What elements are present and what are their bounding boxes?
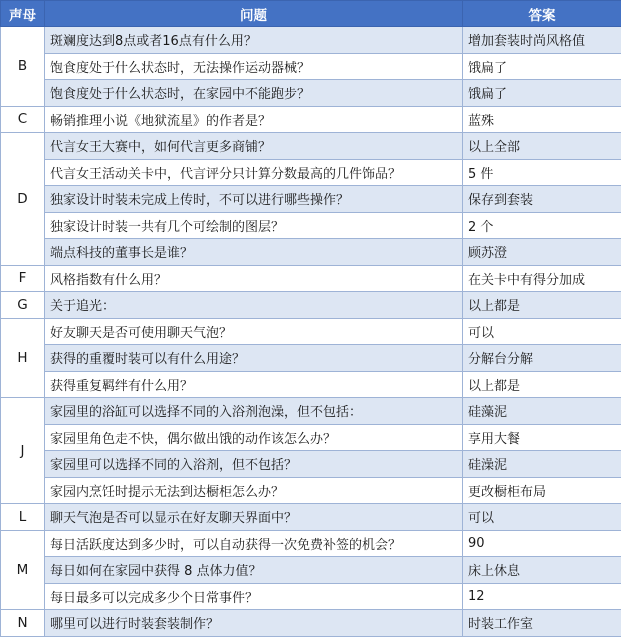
answer-cell: 以上全部 [463,133,621,160]
header-answer: 答案 [463,1,621,27]
question-cell: 获得的重覆时装可以有什么用途？ [45,345,463,372]
initial-letter-cell: L [1,504,45,531]
table-row [1,186,621,213]
answer-cell: 保存到套装 [463,186,621,213]
table-row [1,159,621,186]
answer-cell: 顾苏澄 [463,239,621,266]
question-cell: 畅销推理小说《地狱流星》的作者是？ [45,106,463,133]
question-cell: 风格指数有什么用？ [45,265,463,292]
question-cell: 独家设计时装未完成上传时，不可以进行哪些操作？ [45,186,463,213]
question-cell: 每日如何在家园中获得 8 点体力值？ [45,557,463,584]
answer-cell: 享用大餐 [463,424,621,451]
table-row [1,53,621,80]
table-row [1,451,621,478]
table-row [1,133,621,160]
initial-letter-cell: J [1,398,45,504]
header-question: 问题 [45,1,463,27]
question-cell: 聊天气泡是否可以显示在好友聊天界面中？ [45,504,463,531]
table-row [1,292,621,319]
question-cell: 好友聊天是否可使用聊天气泡？ [45,318,463,345]
answer-cell: 5 件 [463,159,621,186]
question-cell: 饱食度处于什么状态时，无法操作运动器械？ [45,53,463,80]
question-cell: 家园里的浴缸可以选择不同的入浴剂泡澡，但不包括： [45,398,463,425]
table-row [1,345,621,372]
question-cell: 家园里可以选择不同的入浴剂，但不包括？ [45,451,463,478]
table-row [1,106,621,133]
answer-cell: 分解台分解 [463,345,621,372]
initial-letter-cell: G [1,292,45,319]
answer-cell: 2 个 [463,212,621,239]
answer-cell: 更改橱柜布局 [463,477,621,504]
answer-cell: 蓝殊 [463,106,621,133]
answer-cell: 90 [463,530,621,557]
header-row [1,1,621,27]
question-cell: 哪里可以进行时装套装制作？ [45,610,463,637]
question-cell: 代言女王大赛中，如何代言更多商铺？ [45,133,463,160]
table-row [1,398,621,425]
table-row [1,318,621,345]
answer-cell: 时装工作室 [463,610,621,637]
table-row [1,80,621,107]
answer-cell: 饿扁了 [463,53,621,80]
question-cell: 每日活跃度达到多少时，可以自动获得一次免费补签的机会？ [45,530,463,557]
table-row [1,27,621,54]
question-cell: 家园内烹饪时提示无法到达橱柜怎么办？ [45,477,463,504]
table-row [1,530,621,557]
answer-cell: 硅藻泥 [463,398,621,425]
question-cell: 独家设计时装一共有几个可绘制的图层？ [45,212,463,239]
answer-cell: 可以 [463,504,621,531]
answer-cell: 可以 [463,318,621,345]
initial-letter-cell: F [1,265,45,292]
table-row [1,371,621,398]
answer-cell: 饿扁了 [463,80,621,107]
initial-letter-cell: D [1,133,45,266]
table-row [1,583,621,610]
header-initial: 声母 [1,1,45,27]
table-row [1,265,621,292]
answer-cell: 增加套装时尚风格值 [463,27,621,54]
table-body [1,27,621,637]
question-cell: 获得重复羁绊有什么用？ [45,371,463,398]
question-cell: 饱食度处于什么状态时，在家园中不能跑步？ [45,80,463,107]
question-cell: 端点科技的董事长是谁？ [45,239,463,266]
table-row [1,557,621,584]
answer-cell: 在关卡中有得分加成 [463,265,621,292]
answer-cell: 硅澡泥 [463,451,621,478]
question-cell: 关于追光： [45,292,463,319]
question-cell: 家园里角色走不快，偶尔做出饿的动作该怎么办？ [45,424,463,451]
table-row [1,504,621,531]
initial-letter-cell: C [1,106,45,133]
initial-letter-cell: H [1,318,45,398]
answer-cell: 以上都是 [463,292,621,319]
table-row [1,212,621,239]
table-row [1,239,621,266]
answer-cell: 12 [463,583,621,610]
answer-cell: 床上休息 [463,557,621,584]
table-row [1,424,621,451]
answer-cell: 以上都是 [463,371,621,398]
question-cell: 每日最多可以完成多少个日常事件？ [45,583,463,610]
initial-letter-cell: M [1,530,45,610]
question-cell: 代言女王活动关卡中，代言评分只计算分数最高的几件饰品？ [45,159,463,186]
initial-letter-cell: B [1,27,45,107]
initial-letter-cell: N [1,610,45,637]
table-row [1,477,621,504]
question-cell: 斑斓度达到8点或者16点有什么用？ [45,27,463,54]
table-row [1,610,621,637]
